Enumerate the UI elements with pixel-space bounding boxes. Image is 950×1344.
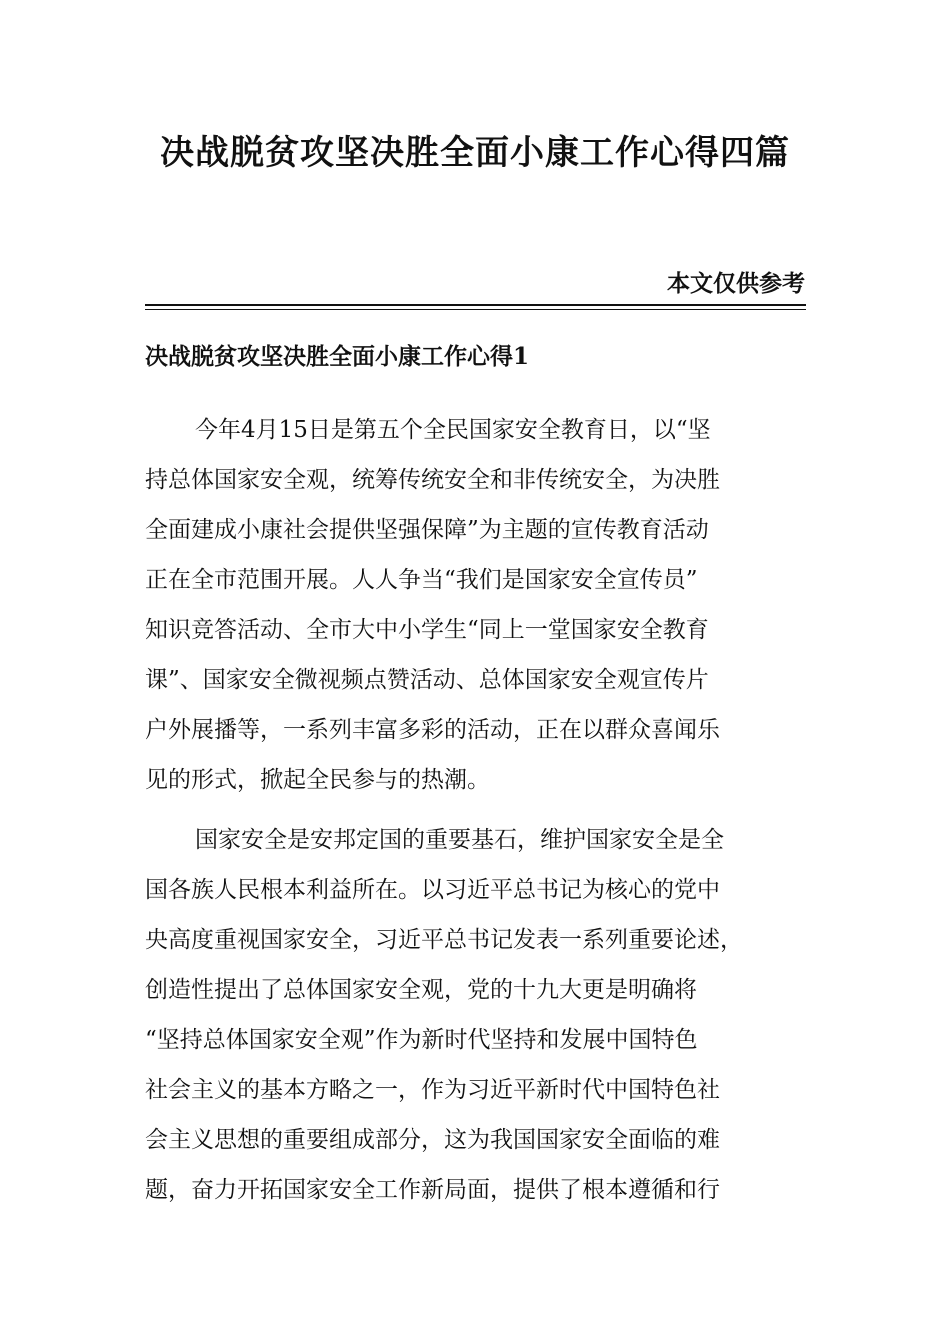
document-title: 决战脱贫攻坚决胜全面小康工作心得四篇 [160,133,790,173]
paragraph-line: 国各族人民根本利益所在。以习近平总书记为核心的党中 [145,877,720,903]
paragraph-line: 题，奋力开拓国家安全工作新局面，提供了根本遵循和行 [145,1177,720,1203]
section-heading: 决战脱贫攻坚决胜全面小康工作心得1 [145,343,530,370]
paragraph-line: 课”、国家安全微视频点赞活动、总体国家安全观宣传片 [145,667,709,693]
paragraph-line: 国家安全是安邦定国的重要基石，维护国家安全是全 [195,827,724,853]
paragraph-line: 央高度重视国家安全，习近平总书记发表一系列重要论述， [145,927,743,953]
paragraph-line: 见的形式，掀起全民参与的热潮。 [145,767,490,793]
paragraph-line: 正在全市范围开展。人人争当“我们是国家安全宣传员” [145,567,698,593]
paragraph-2 [145,815,806,1215]
paragraph-line: 知识竞答活动、全市大中小学生“同上一堂国家安全教育 [145,617,709,643]
paragraph-line: 户外展播等，一系列丰富多彩的活动，正在以群众喜闻乐 [145,717,720,743]
paragraph-line: 社会主义的基本方略之一，作为习近平新时代中国特色社 [145,1077,720,1103]
paragraph-line: 会主义思想的重要组成部分，这为我国国家安全面临的难 [145,1127,720,1153]
header-rule-thick [145,304,806,306]
paragraph-line: 持总体国家安全观，统筹传统安全和非传统安全，为决胜 [145,467,720,493]
paragraph-line: 今年4月15日是第五个全民国家安全教育日，以“坚 [195,417,711,443]
reference-note: 本文仅供参考 [667,270,805,297]
header-rule-thin [145,309,806,310]
paragraph-1 [145,405,806,805]
paragraph-line: 创造性提出了总体国家安全观，党的十九大更是明确将 [145,977,697,1003]
paragraph-line: 全面建成小康社会提供坚强保障”为主题的宣传教育活动 [145,517,709,543]
document-body [145,405,806,1225]
paragraph-line: “坚持总体国家安全观”作为新时代坚持和发展中国特色 [145,1027,698,1053]
